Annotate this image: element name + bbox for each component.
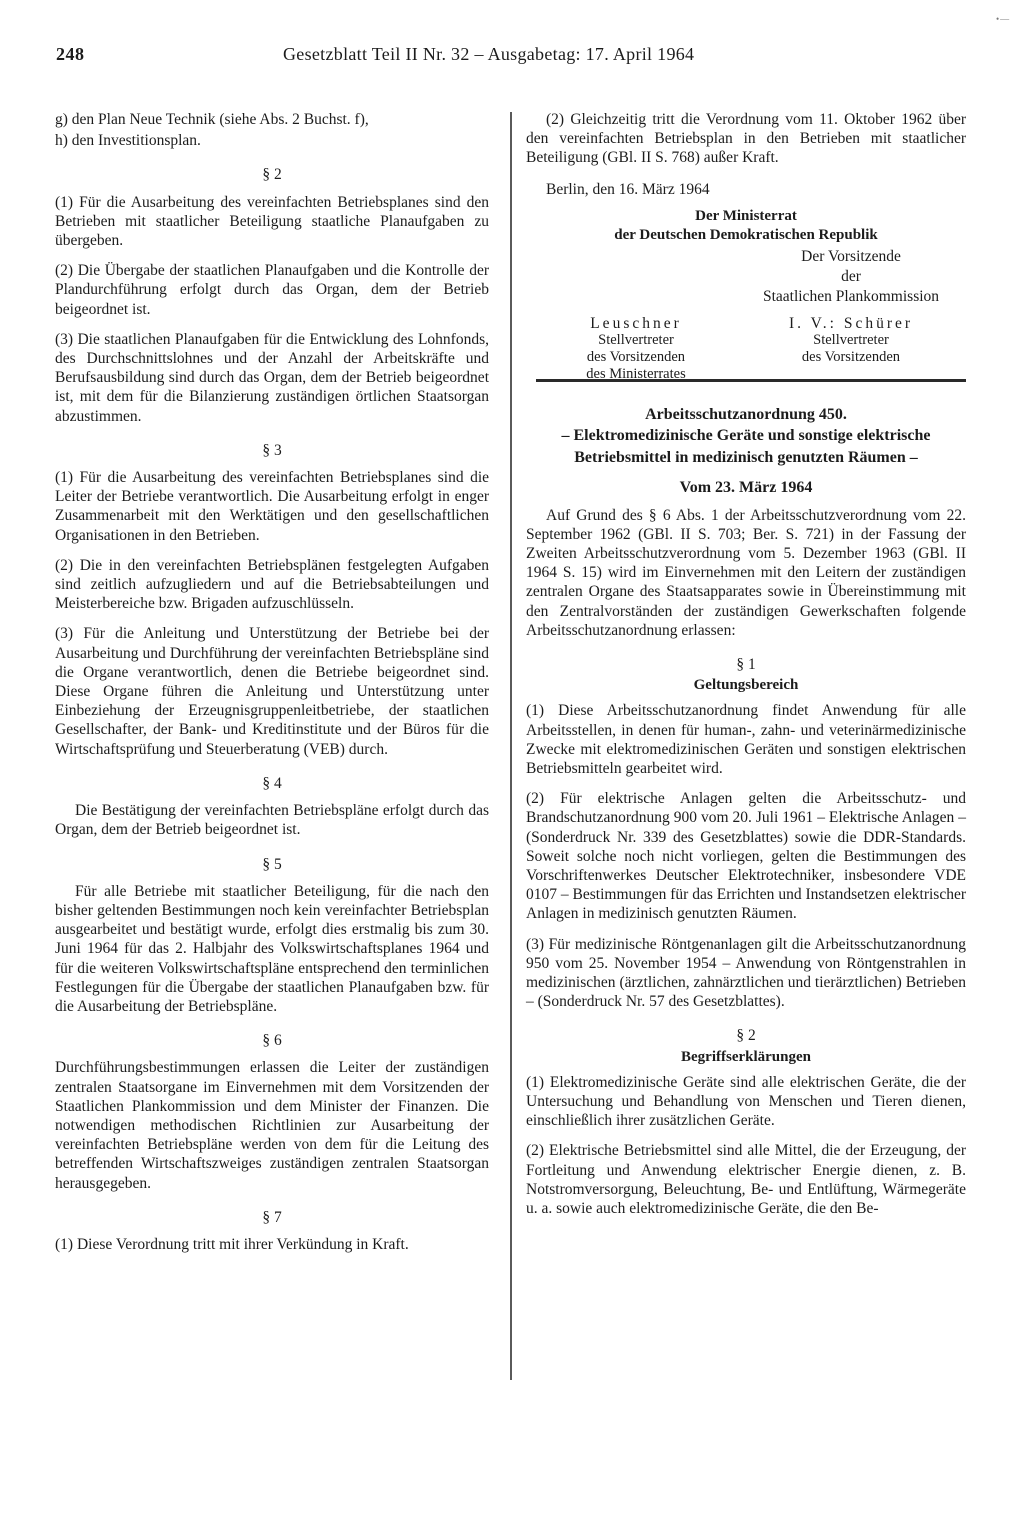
paragraph: (1) Elektromedizinische Geräte sind alle elektrischen Geräte, die der Untersuchung und Behandlung von Menschen und Tieren dienen, einschließlich ihrer zusätzlichen Geräte. — [526, 1073, 966, 1130]
paragraph: (1) Für die Ausarbeitung des vereinfachten Betriebsplanes sind den Betrieben mit staatlicher Beteiligung staatliche Planaufgaben zu übergeben. — [55, 193, 489, 250]
article-subheading: Begriffserklärungen — [681, 1048, 811, 1065]
article-subheading: Geltungsbereich — [693, 677, 799, 694]
list-item-h: h) den Investitionsplan. — [55, 132, 201, 150]
document-title: Arbeitsschutzanordnung 450. — [645, 405, 847, 423]
running-head: Gesetzblatt Teil II Nr. 32 – Ausgabetag: 17. April 1964 — [283, 44, 695, 64]
column-divider — [510, 112, 512, 1380]
signatory-role: des Vorsitzenden — [801, 348, 901, 365]
right-signatory — [776, 315, 926, 366]
right-column — [526, 110, 966, 1229]
list-item-g: g) den Plan Neue Technik (siehe Abs. 2 Buchst. f), — [55, 111, 369, 128]
signatory-name: I. V.: Schürer — [788, 314, 914, 332]
preamble: Auf Grund des § 6 Abs. 1 der Arbeitsschutzverordnung vom 22. September 1962 (GBl. II S. 703; Ber. S. 721) in der Fassung der Zweiten Arbeitsschutzverordnung vom 5. Dezember 1963 (GBl. II 1964 S. 15) wird im Einvernehmen mit den Leitern der zuständigen zentralen Organe des Staatsapparates sowie in Übereinstimmung mit den Zentralvorständen der zuständigen Gewerkschaften folgende Arbeitsschutzanordnung erlassen: — [526, 506, 966, 639]
page-number: 248 — [56, 44, 85, 64]
scan-mark: •— — [996, 14, 1011, 24]
section-heading-2: § 2 — [262, 166, 282, 184]
left-signatory — [556, 315, 716, 383]
paragraph: (2) Für elektrische Anlagen gelten die Arbeitsschutz- und Brandschutzanordnung 900 vom 20. Juli 1961 – Elektrische Anlagen – (Sonderdruck Nr. 339 des Gesetzblattes) sowie die DDR-Standards. Soweit solche noch nicht vorliegen, gelten die Bestimmungen des Vorschriftenwerkes Deutscher Elektrotechniker, insbesondere VDE 0107 – Bestimmungen für das Errichten und Instandsetzen elektrischer Anlagen in medizinisch genutzten Räumen. — [526, 790, 966, 923]
document-subtitle: – Elektromedizinische Geräte und sonstige elektrische Betriebsmittel in medizinisch genutzten Räumen – — [561, 427, 931, 466]
signature-block — [526, 247, 966, 382]
page-header — [0, 0, 1024, 70]
section-heading-6: § 6 — [262, 1032, 282, 1050]
title-line: Staatlichen Plankommission — [762, 287, 940, 305]
paragraph: Durchführungsbestimmungen erlassen die Leiter der zuständigen zentralen Staatsorgane im Einvernehmen mit dem Vorsitzenden der Staatlichen Plankommission und dem Minister der Finanzen. Die notwendigen methodischen Richtlinien zur Ausarbeitung der vereinfachten Betriebspläne werden von dem für die Leitung des betreffenden Wirtschaftszweiges zuständigen zentralen Staatsorgan herausgegeben. — [55, 1059, 489, 1192]
title-line: der — [841, 267, 861, 285]
paragraph: (3) Die staatlichen Planaufgaben für die Entwicklung des Lohnfonds, des Durchschnittslohnes und der Anzahl der Arbeitskräfte und Berufsausbildung sind durch das Organ, dem der Betrieb beigeordnet ist, mit dem für die Bilanzierung zuständigen örtlichen Staatsorgan abzustimmen. — [55, 330, 489, 425]
paragraph: (2) Elektrische Betriebsmittel sind alle Mittel, die der Erzeugung, der Fortleitung und Anwendung elektrischer Energie dienen, z. B. Notstromversorgung, Beleuchtung, Be- und Entlüftung, Wärmegeräte u. a. sowie auch elektromedizinische Geräte, die den Be- — [526, 1142, 966, 1218]
document-date: Vom 23. März 1964 — [679, 479, 813, 497]
signing-authority — [526, 207, 966, 245]
paragraph: (2) Gleichzeitig tritt die Verordnung vom 11. Oktober 1962 über den vereinfachten Betriebsplan in den Betrieben mit staatlicher Beteiligung (GBl. II S. 768) außer Kraft. — [526, 111, 966, 167]
signatory-role: des Vorsitzenden — [586, 348, 686, 365]
paragraph: (1) Diese Verordnung tritt mit ihrer Verkündung in Kraft. — [55, 1235, 409, 1253]
right-signatory-title — [736, 247, 966, 307]
paragraph: Für alle Betriebe mit staatlicher Beteiligung, für die nach den bisher geltenden Bestimmungen noch kein vereinfachter Betriebsplan ausgearbeitet und bestätigt wurde, erfolgt dies erstmalig bis zum 30. Juni 1964 für das 2. Halbjahr des Volkswirtschaftsplanes 1964 und für die weiteren Volkswirtschaftspläne entsprechend den terminlichen Festlegungen für die Übergabe der staatlichen Planaufgaben bzw. für die Ausarbeitung der Betriebspläne. — [55, 882, 489, 1015]
date-line: Berlin, den 16. März 1964 — [546, 180, 710, 198]
paragraph: Die Bestätigung der vereinfachten Betriebspläne erfolgt durch das Organ, dem der Betrieb beigeordnet ist. — [55, 802, 489, 839]
signatory-name: Leuschner — [590, 314, 682, 332]
paragraph: (3) Für die Anleitung und Unterstützung der Betriebe bei der Ausarbeitung und Durchführung der vereinfachten Betriebspläne sind die Organe verantwortlich, denen die Betriebe beigeordnet sind. Diese Organe führen die Anleitung und Unterstützung unter Einbeziehung der Erzeugnisgruppenleitbetriebe, der staatlichen Gesellschafter, der Bank- und Kreditinstitute und der Büros für die Wirtschaftsprüfung und Steuerberatung (VEB) durch. — [55, 625, 489, 758]
signatory-role: des Ministerrates — [586, 365, 686, 382]
paragraph: (2) Die Übergabe der staatlichen Planaufgaben und die Kontrolle der Plandurchführung erfolgt durch das Organ, dem der Betrieb beigeordnet ist. — [55, 262, 489, 318]
section-heading-4: § 4 — [262, 774, 282, 792]
section-heading-3: § 3 — [262, 441, 282, 459]
signatory-role: Stellvertreter — [813, 331, 889, 348]
org-line: Der Ministerrat — [695, 207, 797, 224]
org-line: der Deutschen Demokratischen Republik — [614, 226, 878, 243]
paragraph: (2) Die in den vereinfachten Betriebsplänen festgelegten Aufgaben sind zeitlich aufzugliedern und auf die Betriebsabteilungen und Meisterbereiche bzw. Brigaden aufzuschlüsseln. — [55, 556, 489, 613]
left-column — [55, 110, 489, 1265]
paragraph: (1) Diese Arbeitsschutzanordnung findet Anwendung für alle Arbeitsstellen, in denen für human-, zahn- und veterinärmedizinische Zwecke mit elektromedizinischen Geräten und sonstigen elektrischen Betriebsmitteln gearbeitet wird. — [526, 702, 966, 777]
article-heading-2: § 2 — [736, 1027, 756, 1045]
paragraph: (1) Für die Ausarbeitung des vereinfachten Betriebsplanes sind die Leiter der Betriebe verantwortlich. Die Ausarbeitung erfolgt in enger Zusammenarbeit mit den Werktätigen und den gesellschaftlichen Organisationen in den Betrieben. — [55, 469, 489, 544]
signatory-role: Stellvertreter — [598, 331, 674, 348]
paragraph: (3) Für medizinische Röntgenanlagen gilt die Arbeitsschutzanordnung 950 vom 25. November 1954 – Anwendung von Röntgenstrahlen in medizinischen (ärztlichen, zahnärztlichen und tierärztlichen) Betrieben – (Sonderdruck Nr. 57 des Gesetzblattes). — [526, 935, 966, 1011]
section-heading-7: § 7 — [262, 1208, 282, 1226]
section-heading-5: § 5 — [262, 855, 282, 873]
article-heading-1: § 1 — [736, 655, 756, 673]
title-line: Der Vorsitzende — [801, 247, 901, 265]
